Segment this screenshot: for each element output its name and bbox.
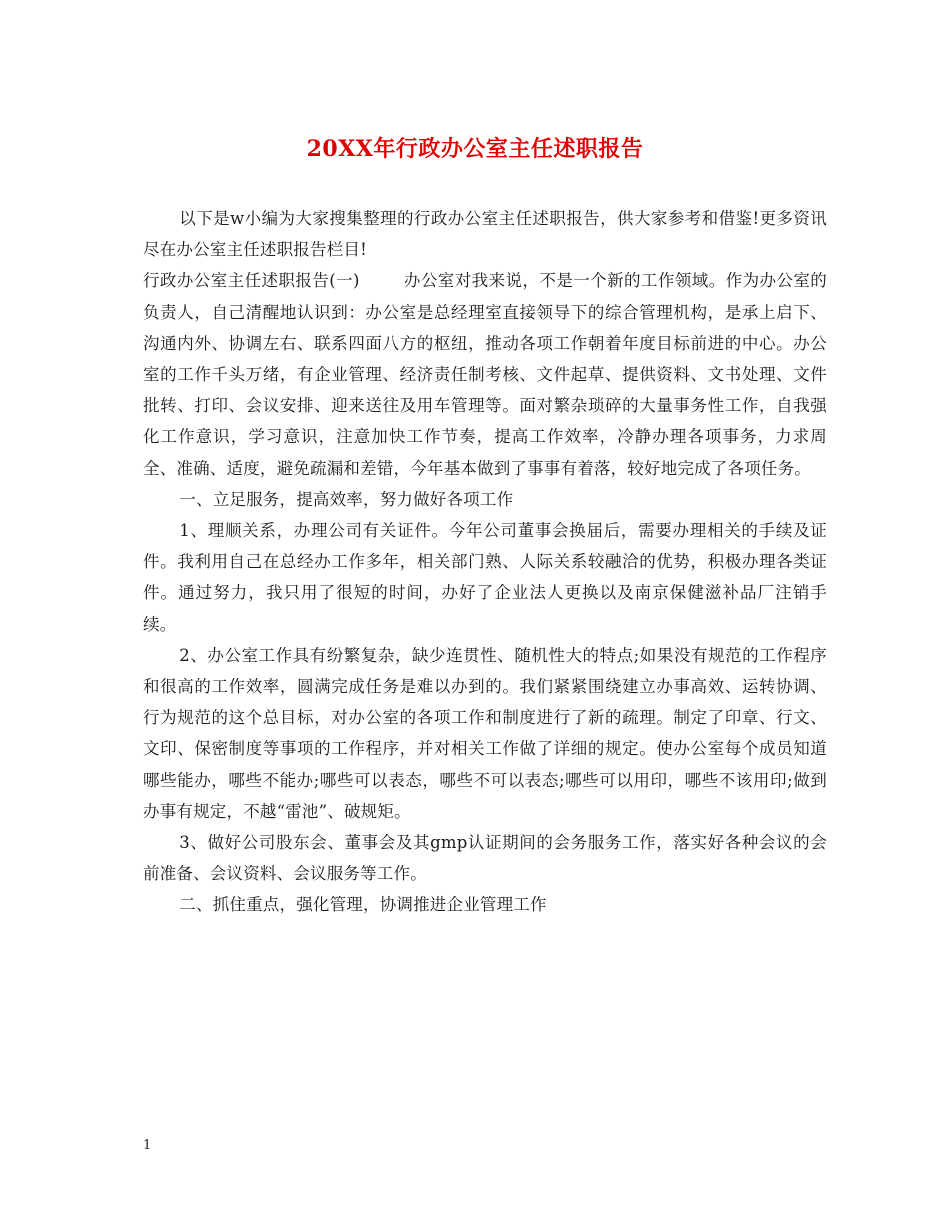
document-title: 20XX年行政办公室主任述职报告 <box>306 136 644 162</box>
page-number: 1 <box>143 1138 152 1153</box>
body-paragraph-2: 1、理顺关系，办理公司有关证件。今年公司董事会换届后，需要办理相关的手续及证件。我利用自己在总经办工作多年，相关部门熟、人际关系较融洽的优势，积极办理各类证件。通过努力，我只用了很短的时间，办好了企业法人更换以及南京保健滋补品厂注销手续。 <box>143 521 827 634</box>
intro-paragraph: 以下是w小编为大家搜集整理的行政办公室主任述职报告，供大家参考和借鉴!更多资讯尽在办公室主任述职报告栏目! <box>143 209 827 260</box>
section-heading: 行政办公室主任述职报告(一) <box>143 271 360 291</box>
subheading-1: 一、立足服务，提高效率，努力做好各项工作 <box>179 489 514 509</box>
document-body <box>143 203 827 921</box>
body-paragraph-1: 办公室对我来说，不是一个新的工作领域。作为办公室的负责人，自己清醒地认识到：办公室是总经理室直接领导下的综合管理机构，是承上启下、沟通内外、协调左右、联系四面八方的枢纽，推动各项工作朝着年度目标前进的中心。办公室的工作千头万绪，有企业管理、经济责任制考核、文件起草、提供资料、文书处理、文件批转、打印、会议安排、迎来送往及用车管理等。面对繁杂琐碎的大量事务性工作，自我强化工作意识，学习意识，注意加快工作节奏，提高工作效率，冷静办理各项事务，力求周全、准确、适度，避免疏漏和差错，今年基本做到了事事有着落，较好地完成了各项任务。 <box>143 271 828 478</box>
body-paragraph-4: 3、做好公司股东会、董事会及其gmp认证期间的会务服务工作，落实好各种会议的会前准备、会议资料、会议服务等工作。 <box>143 833 827 884</box>
body-paragraph-3: 2、办公室工作具有纷繁复杂，缺少连贯性、随机性大的特点;如果没有规范的工作程序和很高的工作效率，圆满完成任务是难以办到的。我们紧紧围绕建立办事高效、运转协调、行为规范的这个总目标，对办公室的各项工作和制度进行了新的疏理。制定了印章、行文、文印、保密制度等事项的工作程序，并对相关工作做了详细的规定。使办公室每个成员知道哪些能办，哪些不能办;哪些可以表态，哪些不可以表态;哪些可以用印，哪些不该用印;做到办事有规定，不越“雷池”、破规矩。 <box>143 645 827 821</box>
subheading-2: 二、抓住重点，强化管理，协调推进企业管理工作 <box>179 895 547 915</box>
section-paragraph <box>143 265 827 483</box>
